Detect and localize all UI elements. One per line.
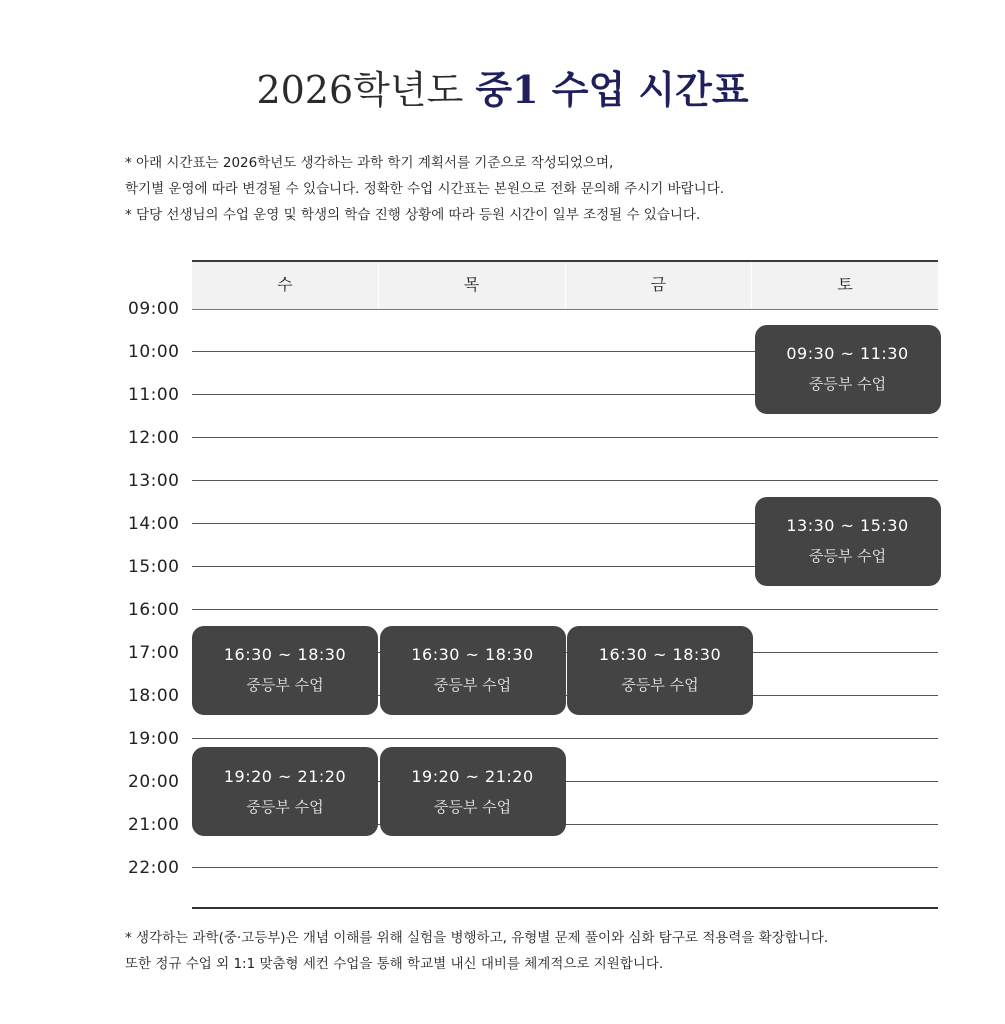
day-header-wed: 수 — [277, 275, 293, 294]
time-label: 10:00 — [128, 342, 180, 362]
class-time: 16:30 ~ 18:30 — [598, 645, 722, 664]
time-label: 22:00 — [128, 858, 180, 878]
time-label: 13:00 — [128, 471, 180, 491]
note-line: 학기별 운영에 따라 변경될 수 있습니다. 정확한 수업 시간표는 본원으로 전화 문의해 주시기 바랍니다. — [125, 181, 725, 197]
day-header-sat: 토 — [751, 262, 938, 309]
class-block — [567, 626, 753, 715]
grid-bottom-line — [192, 907, 938, 909]
class-label: 중등부 수업 — [433, 676, 512, 694]
time-label: 14:00 — [128, 514, 180, 534]
class-block — [755, 325, 941, 414]
time-label: 15:00 — [128, 557, 180, 577]
hour-line — [192, 738, 938, 739]
class-label: 중등부 수업 — [621, 676, 699, 694]
time-label: 09:00 — [128, 299, 180, 319]
class-time: 19:20 ~ 21:20 — [223, 766, 347, 786]
note-line: * 담당 선생님의 수업 운영 및 학생의 학습 진행 상황에 따라 등원 시간이 일부 조정될 수 있습니다. — [125, 207, 701, 223]
class-block — [192, 626, 378, 715]
class-label: 중등부 수업 — [433, 797, 512, 816]
class-label: 중등부 수업 — [808, 375, 887, 393]
time-label: 17:00 — [128, 643, 180, 663]
note-line: * 아래 시간표는 2026학년도 생각하는 과학 학기 계획서를 기준으로 작성되었으며, — [125, 155, 614, 171]
hour-line — [192, 437, 938, 438]
time-label: 16:00 — [128, 600, 180, 620]
time-label: 19:00 — [128, 729, 180, 749]
class-time: 19:20 ~ 21:20 — [411, 766, 534, 786]
class-block — [380, 747, 566, 836]
timetable-header — [192, 260, 938, 310]
class-label: 중등부 수업 — [808, 547, 887, 565]
class-block — [380, 626, 566, 715]
day-header-fri: 금 — [565, 262, 752, 309]
class-block — [755, 497, 941, 586]
time-label: 18:00 — [128, 686, 180, 706]
notes — [125, 150, 925, 228]
title-year: 2026학년도 — [256, 68, 464, 112]
class-block — [192, 747, 378, 836]
footer-line: 또한 정규 수업 외 1:1 맞춤형 세컨 수업을 통해 학교별 내신 대비를 체계적으로 지원합니다. — [125, 956, 664, 972]
page-title — [0, 62, 1005, 118]
hour-line — [192, 480, 938, 481]
time-label: 20:00 — [128, 772, 180, 792]
class-label: 중등부 수업 — [246, 797, 324, 816]
hour-line — [192, 609, 938, 610]
time-label: 12:00 — [128, 428, 180, 448]
class-label: 중등부 수업 — [246, 676, 324, 694]
time-label: 21:00 — [128, 815, 180, 835]
time-label: 11:00 — [128, 385, 180, 405]
class-time: 16:30 ~ 18:30 — [223, 645, 347, 664]
hour-line — [192, 867, 938, 868]
class-time: 13:30 ~ 15:30 — [786, 516, 909, 535]
footer-notes — [125, 925, 955, 977]
footer-line: * 생각하는 과학(중·고등부)은 개념 이해를 위해 실험을 병행하고, 유형별 문제 풀이와 심화 탐구로 적용력을 확장합니다. — [125, 930, 829, 946]
title-main: 중1 수업 시간표 — [475, 67, 749, 112]
class-time: 16:30 ~ 18:30 — [411, 645, 534, 664]
day-header-thu: 목 — [378, 262, 565, 309]
class-time: 09:30 ~ 11:30 — [786, 344, 909, 363]
